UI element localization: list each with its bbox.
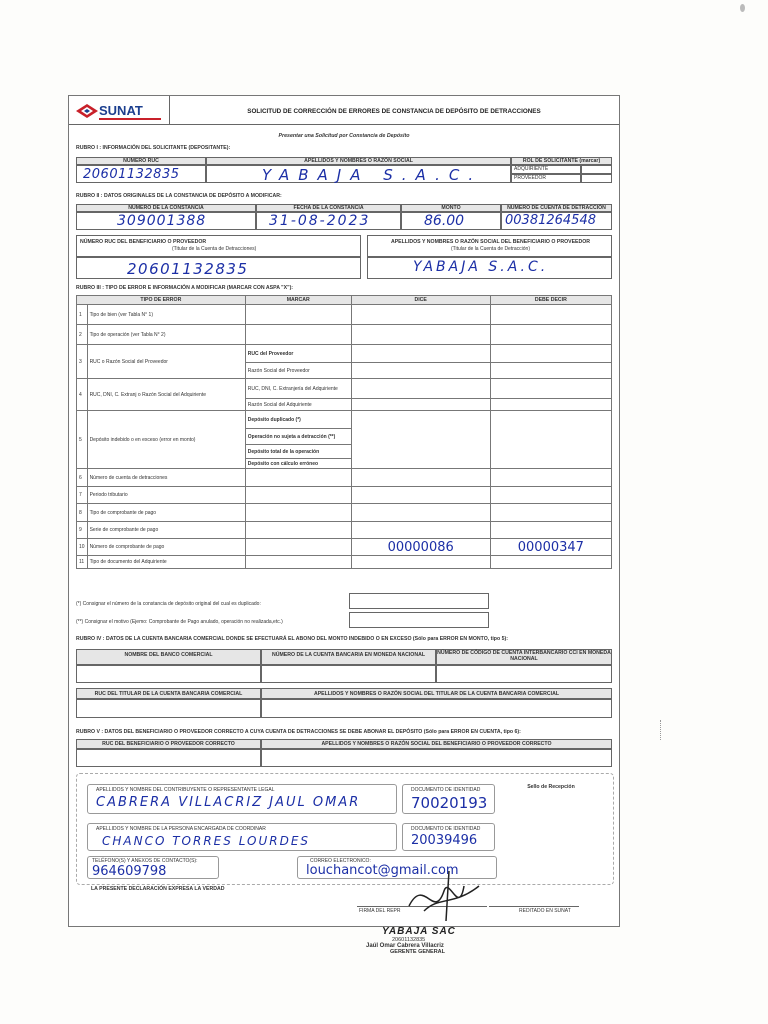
rubro2-ben-ruc-value: 20601132835 bbox=[127, 260, 249, 278]
table-row bbox=[77, 325, 612, 345]
table-row bbox=[77, 539, 612, 556]
doc-id-value: 70020193 bbox=[411, 794, 488, 812]
col-debe: DEBE DECIR bbox=[490, 296, 611, 305]
dice-cell[interactable] bbox=[351, 469, 490, 487]
mark-cell[interactable] bbox=[245, 487, 351, 504]
logo-text: SUNAT bbox=[99, 103, 143, 118]
dice-cell[interactable] bbox=[351, 522, 490, 539]
coord-name-field[interactable] bbox=[87, 823, 397, 851]
debe-cell[interactable] bbox=[490, 363, 611, 379]
rubro2-account-value: 00381264548 bbox=[505, 213, 596, 228]
mark-cell[interactable] bbox=[245, 504, 351, 522]
rubro4-bank-field[interactable] bbox=[76, 665, 261, 683]
rubro2-ben-name-note: (Titular de la Cuenta de Detracción) bbox=[450, 246, 531, 252]
form-title: SOLICITUD DE CORRECCIÓN DE ERRORES DE CONSTANCIA DE DEPÓSITO DE DETRACCIONES bbox=[247, 108, 541, 115]
rubro5-ruc-field[interactable] bbox=[76, 749, 261, 767]
row-label: RUC o Razón Social del Proveedor bbox=[87, 345, 245, 379]
rubro2-amount-label-cell bbox=[401, 204, 501, 212]
rubro4-heading: RUBRO IV : DATOS DE LA CUENTA BANCARIA COMERCIAL DONDE SE EFECTUARÁ EL ABONO DEL MONTO INDEBIDO O EN EXCESO (Sólo para ERROR EN MONTO, tipo 5): bbox=[76, 636, 508, 642]
debe-cell[interactable] bbox=[490, 504, 611, 522]
dice-row10-value: 00000086 bbox=[387, 539, 454, 555]
rubro1-name-label-cell bbox=[206, 157, 511, 165]
rubro1-rol-label-cell bbox=[511, 157, 612, 165]
rubro5-name-label: APELLIDOS Y NOMBRES O RAZÓN SOCIAL DEL BENEFICIARIO O PROVEEDOR CORRECTO bbox=[321, 741, 552, 747]
doc-id2-field[interactable] bbox=[402, 823, 495, 851]
rubro1-name-field[interactable] bbox=[206, 165, 511, 183]
rubro2-ben-name-label-cell bbox=[367, 235, 612, 257]
sub-razon-proveedor[interactable]: Razón Social del Proveedor bbox=[245, 363, 351, 379]
row-num: 8 bbox=[77, 504, 88, 522]
rubro3-heading: RUBRO III : TIPO DE ERROR E INFORMACIÓN A MODIFICAR (MARCAR CON ASPA "X"): bbox=[76, 285, 294, 291]
rubro1-heading: RUBRO I : INFORMACIÓN DEL SOLICITANTE (DEPOSITANTE): bbox=[76, 145, 231, 151]
firma-label: FIRMA DEL REPR bbox=[359, 908, 401, 914]
doc-id-label: DOCUMENTO DE IDENTIDAD bbox=[411, 787, 481, 793]
rubro2-ben-name-field[interactable] bbox=[367, 257, 612, 279]
rubro2-amount-label: MONTO bbox=[441, 205, 461, 211]
row-num: 1 bbox=[77, 305, 88, 325]
dice-cell[interactable] bbox=[351, 487, 490, 504]
stamp-person: Jaúl Omar Cabrera Villacriz bbox=[366, 943, 444, 949]
rubro2-ben-ruc-note: (Titular de la Cuenta de Detracciones) bbox=[172, 246, 257, 252]
sub-deposito-duplicado[interactable]: Depósito duplicado (*) bbox=[245, 411, 351, 429]
debe-cell-row10[interactable] bbox=[490, 539, 611, 556]
row-label: Tipo de bien (ver Tabla N° 1) bbox=[87, 305, 245, 325]
rubro4-holder-ruc-label: RUC DEL TITULAR DE LA CUENTA BANCARIA COMERCIAL bbox=[94, 691, 243, 697]
rol-adquiriente-label: ADQUIRIENTE bbox=[514, 166, 549, 172]
rubro4-bank-label: NOMBRE DEL BANCO COMERCIAL bbox=[124, 652, 213, 658]
rubro2-amount-value: 86.00 bbox=[424, 213, 465, 229]
rubro4-acct-label-cell bbox=[261, 649, 436, 665]
col-tipo: TIPO DE ERROR bbox=[77, 296, 246, 305]
doc-id2-label: DOCUMENTO DE IDENTIDAD bbox=[411, 826, 481, 832]
row-num: 3 bbox=[77, 345, 88, 379]
table-row bbox=[77, 345, 612, 363]
stamp-company: YABAJA SAC bbox=[382, 926, 456, 937]
acreditado-label: REDITADO EN SUNAT bbox=[519, 908, 571, 914]
rubro5-name-label-cell bbox=[261, 739, 612, 749]
sunat-logo-icon bbox=[76, 104, 98, 118]
mark-cell[interactable] bbox=[245, 539, 351, 556]
debe-cell[interactable] bbox=[490, 411, 611, 469]
debe-cell[interactable] bbox=[490, 487, 611, 504]
company-stamp bbox=[360, 926, 500, 971]
col-marcar: MARCAR bbox=[245, 296, 351, 305]
rubro2-ben-name-value: YABAJA S.A.C. bbox=[413, 259, 549, 275]
header-logo-box bbox=[69, 96, 169, 124]
rubro5-name-field[interactable] bbox=[261, 749, 612, 767]
debe-cell[interactable] bbox=[490, 469, 611, 487]
rubro2-account-field[interactable] bbox=[501, 212, 612, 230]
form-sheet bbox=[68, 95, 620, 927]
logo-underline bbox=[99, 118, 161, 120]
rubro4-cci-label: NÚMERO DE CÓDIGO DE CUENTA INTERBANCARIO CCI EN MONEDA NACIONAL bbox=[437, 650, 611, 662]
table-row bbox=[77, 522, 612, 539]
table-row bbox=[77, 305, 612, 325]
rubro2-date-field[interactable] bbox=[256, 212, 401, 230]
note-motivo-field[interactable] bbox=[349, 612, 489, 628]
dice-cell[interactable] bbox=[351, 305, 490, 325]
row-label: Tipo de comprobante de pago bbox=[87, 504, 245, 522]
rubro1-rol-label: ROL DE SOLICITANTE (marcar) bbox=[522, 158, 601, 164]
dice-cell[interactable] bbox=[351, 325, 490, 345]
rubro5-heading: RUBRO V : DATOS DEL BENEFICIARIO O PROVEEDOR CORRECTO A CUYA CUENTA DE DETRACCIONES SE DEBE ABONAR EL DEPÓSITO (Sólo para ERROR EN CUENTA, tipo 6): bbox=[76, 729, 521, 735]
note-duplicado-field[interactable] bbox=[349, 593, 489, 609]
rubro4-cci-field[interactable] bbox=[436, 665, 612, 683]
rubro2-num-value: 309001388 bbox=[117, 213, 207, 229]
note-motivo: (**) Consignar el motivo (Ejemo: Comprobante de Pago anulado, operación no realizada,etc.) bbox=[76, 619, 283, 625]
debe-cell[interactable] bbox=[490, 305, 611, 325]
rubro2-date-label-cell bbox=[256, 204, 401, 212]
row-label: Número de cuenta de detracciones bbox=[87, 469, 245, 487]
rol-proveedor-label: PROVEEDOR bbox=[514, 175, 546, 181]
rubro5-ruc-label: RUC DEL BENEFICIARIO O PROVEEDOR CORRECTO bbox=[102, 741, 235, 747]
debe-cell[interactable] bbox=[490, 325, 611, 345]
row-label: Serie de comprobante de pago bbox=[87, 522, 245, 539]
row-label: Tipo de operación (ver Tabla N° 2) bbox=[87, 325, 245, 345]
table-row bbox=[77, 379, 612, 399]
dice-cell[interactable] bbox=[351, 411, 490, 469]
rubro4-acct-field[interactable] bbox=[261, 665, 436, 683]
dice-cell[interactable] bbox=[351, 399, 490, 411]
debe-cell[interactable] bbox=[490, 556, 611, 569]
rubro4-cci-label-cell bbox=[436, 649, 612, 665]
table-row bbox=[77, 504, 612, 522]
row-num: 6 bbox=[77, 469, 88, 487]
rubro1-rol-adquiriente-check[interactable] bbox=[581, 165, 612, 174]
rubro4-bank-label-cell bbox=[76, 649, 261, 665]
scan-speck bbox=[660, 720, 667, 740]
mark-cell[interactable] bbox=[245, 305, 351, 325]
rep-name-label: APELLIDOS Y NOMBRE DEL CONTRIBUYENTE O REPRESENTANTE LEGAL bbox=[96, 787, 275, 793]
rubro2-ben-ruc-field[interactable] bbox=[76, 257, 361, 279]
mark-cell[interactable] bbox=[245, 556, 351, 569]
form-subtitle: Presentar una Solicitud por Constancia de Depósito bbox=[278, 133, 410, 139]
row-num: 7 bbox=[77, 487, 88, 504]
stamp-role: GERENTE GENERAL bbox=[390, 949, 446, 955]
debe-cell[interactable] bbox=[490, 345, 611, 363]
row-num: 11 bbox=[77, 556, 88, 569]
phone-field[interactable] bbox=[87, 856, 219, 879]
table-row bbox=[77, 411, 612, 429]
rubro1-rol-proveedor-check[interactable] bbox=[581, 174, 612, 183]
debe-cell[interactable] bbox=[490, 379, 611, 399]
debe-cell[interactable] bbox=[490, 399, 611, 411]
scan-speck bbox=[740, 4, 745, 12]
mark-cell[interactable] bbox=[245, 522, 351, 539]
dice-cell[interactable] bbox=[351, 504, 490, 522]
row-label: RUC, DNI, C. Extranj o Razón Social del Adquiriente bbox=[87, 379, 245, 411]
sub-no-sujeta[interactable]: Operación no sujeta a detracción (**) bbox=[245, 429, 351, 445]
rubro1-name-label: APELLIDOS Y NOMBRES O RAZÓN SOCIAL bbox=[304, 158, 413, 164]
row-num: 10 bbox=[77, 539, 88, 556]
rubro5-ruc-label-cell bbox=[76, 739, 261, 749]
sub-ruc-proveedor[interactable]: RUC del Proveedor bbox=[245, 345, 351, 363]
sub-deposito-total[interactable]: Depósito total de la operación bbox=[245, 445, 351, 459]
email-value: louchancot@gmail.com bbox=[306, 863, 459, 878]
table-row bbox=[77, 556, 612, 569]
rubro2-num-label: NÚMERO DE LA CONSTANCIA bbox=[128, 205, 204, 211]
sub-ruc-adquiriente[interactable]: RUC, DNI, C. Extranjería del Adquiriente bbox=[245, 379, 351, 399]
header-rule bbox=[69, 124, 619, 125]
mark-cell[interactable] bbox=[245, 325, 351, 345]
error-table bbox=[76, 295, 612, 569]
rubro2-account-label-cell bbox=[501, 204, 612, 212]
coord-name-label: APELLIDOS Y NOMBRE DE LA PERSONA ENCARGADA DE COORDINAR bbox=[96, 826, 266, 832]
sello-box bbox=[501, 784, 601, 874]
phone-label: TELÉFONO(S) Y ANEXOS DE CONTACTO(S): bbox=[92, 858, 198, 864]
dice-cell[interactable] bbox=[351, 363, 490, 379]
rubro1-ruc-label-cell bbox=[76, 157, 206, 165]
sub-calculo-erroneo[interactable]: Depósito con cálculo erróneo bbox=[245, 459, 351, 469]
sello-label: Sello de Recepción bbox=[527, 784, 575, 790]
dice-cell[interactable] bbox=[351, 379, 490, 399]
stamp-ruc: 20601132835 bbox=[392, 937, 426, 943]
table-row bbox=[77, 487, 612, 504]
dice-cell-row10[interactable] bbox=[351, 539, 490, 556]
row-num: 5 bbox=[77, 411, 88, 469]
row-num: 4 bbox=[77, 379, 88, 411]
debe-row10-value: 00000347 bbox=[517, 539, 584, 555]
rubro2-ben-name-label: APELLIDOS Y NOMBRES O RAZÓN SOCIAL DEL BENEFICIARIO O PROVEEDOR bbox=[390, 239, 591, 245]
rubro4-holder-name-label-cell bbox=[261, 688, 612, 699]
rubro1-ruc-field[interactable] bbox=[76, 165, 206, 183]
declaration-text: LA PRESENTE DECLARACIÓN EXPRESA LA VERDAD bbox=[91, 886, 225, 892]
mark-cell[interactable] bbox=[245, 469, 351, 487]
error-table-grid bbox=[76, 295, 612, 569]
rubro1-ruc-label: NÚMERO RUC bbox=[123, 158, 159, 164]
row-label: Periodo tributario bbox=[87, 487, 245, 504]
rubro2-heading: RUBRO II : DATOS ORIGINALES DE LA CONSTANCIA DE DEPÓSITO A MODIFICAR: bbox=[76, 193, 282, 199]
doc-id2-value: 20039496 bbox=[411, 833, 478, 848]
rubro4-holder-ruc-label-cell bbox=[76, 688, 261, 699]
rubro2-date-value: 31-08-2023 bbox=[269, 213, 371, 229]
rubro1-name-value: YABAJA S.A.C. bbox=[262, 166, 483, 184]
rubro2-num-label-cell bbox=[76, 204, 256, 212]
email-label: CORREO ELECTRONICO: bbox=[310, 858, 371, 864]
row-label: Depósito indebido o en exceso (error en monto) bbox=[87, 411, 245, 469]
rubro4-holder-name-label: APELLIDOS Y NOMBRES O RAZÓN SOCIAL DEL TITULAR DE LA CUENTA BANCARIA COMERCIAL bbox=[313, 691, 560, 697]
dice-cell[interactable] bbox=[351, 345, 490, 363]
rep-name-value: CABRERA VILLACRIZ JAUL OMAR bbox=[96, 795, 361, 810]
row-label: Número de comprobante de pago bbox=[87, 539, 245, 556]
row-num: 9 bbox=[77, 522, 88, 539]
rubro4-holder-name-field[interactable] bbox=[261, 699, 612, 718]
rubro2-account-label: NUMERO DE CUENTA DE DETRACCIÓN bbox=[507, 205, 606, 211]
row-num: 2 bbox=[77, 325, 88, 345]
dice-cell[interactable] bbox=[351, 556, 490, 569]
doc-id-field[interactable] bbox=[402, 784, 495, 814]
rubro2-num-field[interactable] bbox=[76, 212, 256, 230]
rubro1-rol-adquiriente[interactable] bbox=[511, 165, 581, 174]
rubro2-ben-ruc-label: NÚMERO RUC DEL BENEFICIARIO O PROVEEDOR bbox=[80, 239, 207, 245]
col-dice: DICE bbox=[351, 296, 490, 305]
signature-scribble-icon bbox=[404, 866, 484, 926]
rubro2-date-label: FECHA DE LA CONSTANCIA bbox=[293, 205, 364, 211]
row-label: Tipo de documento del Adquiriente bbox=[87, 556, 245, 569]
phone-value: 964609798 bbox=[92, 864, 167, 879]
debe-cell[interactable] bbox=[490, 522, 611, 539]
coord-name-value: CHANCO TORRES LOURDES bbox=[102, 834, 311, 848]
note-duplicado: (*) Consignar el número de la constancia de depósito original del cual es duplicado: bbox=[76, 601, 261, 607]
rubro1-ruc-value: 20601132835 bbox=[83, 167, 180, 182]
rubro4-acct-label: NÚMERO DE LA CUENTA BANCARIA EN MONEDA NACIONAL bbox=[271, 652, 426, 658]
rubro1-rol-proveedor[interactable] bbox=[511, 174, 581, 183]
rubro4-holder-ruc-field[interactable] bbox=[76, 699, 261, 718]
error-table-header bbox=[77, 296, 612, 305]
sub-razon-adquiriente[interactable]: Razón Social del Adquiriente bbox=[245, 399, 351, 411]
rubro2-amount-field[interactable] bbox=[401, 212, 501, 230]
rubro2-ben-ruc-label-cell bbox=[76, 235, 361, 257]
table-row bbox=[77, 469, 612, 487]
rep-name-field[interactable] bbox=[87, 784, 397, 814]
acreditado-line bbox=[489, 906, 579, 907]
